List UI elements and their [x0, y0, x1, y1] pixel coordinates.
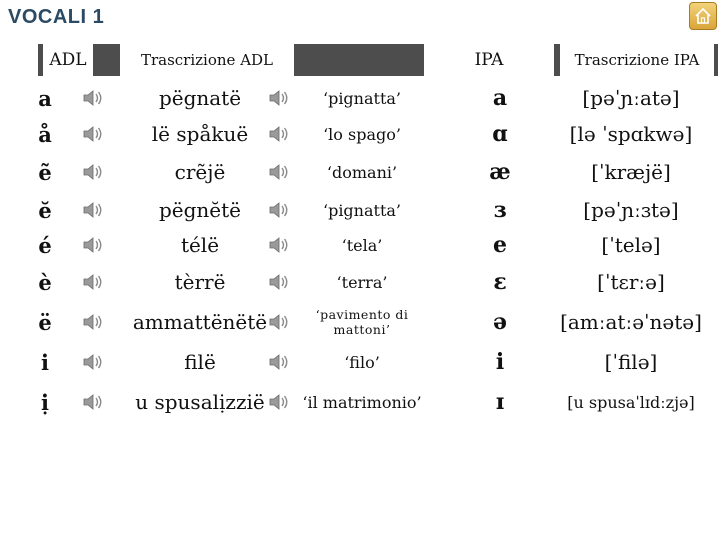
adl-transcription: u spusalịzzië — [135, 390, 265, 414]
slide-title: VOCALI 1 — [8, 6, 105, 28]
adl-letter: é — [38, 232, 52, 258]
speaker-icon[interactable] — [82, 352, 104, 376]
speaker-icon[interactable] — [268, 124, 290, 148]
adl-letter: å — [38, 121, 52, 147]
adl-transcription: crẽjë — [174, 160, 226, 184]
ipa-transcription: [ˈtɛrːə] — [597, 270, 665, 294]
speaker-icon[interactable] — [268, 200, 290, 224]
header-adl: ADL — [43, 44, 93, 76]
italian-gloss: ‘il matrimonio’ — [302, 392, 422, 412]
adl-letter: ị — [41, 389, 49, 415]
adl-transcription: ammattënëtë — [132, 310, 268, 334]
speaker-icon[interactable] — [268, 235, 290, 259]
ipa-symbol: e — [493, 232, 507, 258]
speaker-icon[interactable] — [268, 392, 290, 416]
ipa-symbol: ə — [493, 309, 507, 335]
home-icon — [693, 6, 713, 26]
ipa-transcription: [ˈkræjë] — [591, 160, 671, 184]
italian-gloss: ‘terra’ — [336, 272, 388, 292]
speaker-icon[interactable] — [82, 124, 104, 148]
speaker-icon[interactable] — [82, 312, 104, 336]
adl-letter: ĕ — [38, 197, 52, 223]
italian-gloss: ‘pignatta’ — [322, 200, 401, 220]
adl-transcription: tèrrë — [174, 270, 226, 294]
adl-letter: ë — [38, 309, 52, 335]
ipa-transcription: [pəˈɲːatə] — [582, 86, 680, 110]
italian-gloss: ‘pignatta’ — [322, 88, 401, 108]
adl-letter: i — [41, 349, 49, 375]
speaker-icon[interactable] — [268, 312, 290, 336]
speaker-icon[interactable] — [268, 88, 290, 112]
ipa-transcription: [ˈfilə] — [604, 350, 658, 374]
adl-transcription: télë — [180, 233, 220, 257]
header-trascrizione-ipa: Trascrizione IPA — [560, 44, 714, 76]
speaker-icon[interactable] — [268, 352, 290, 376]
speaker-icon[interactable] — [82, 200, 104, 224]
adl-transcription: filë — [184, 350, 216, 374]
italian-gloss: ‘lo spago’ — [323, 124, 401, 144]
adl-transcription: lë spåkuë — [151, 122, 249, 146]
ipa-symbol: ɪ — [495, 389, 505, 415]
adl-letter: è — [38, 269, 52, 295]
speaker-icon[interactable] — [82, 392, 104, 416]
speaker-icon[interactable] — [82, 235, 104, 259]
ipa-symbol: i — [495, 349, 505, 375]
italian-gloss: ‘pavimento di mattoni’ — [315, 307, 409, 337]
speaker-icon[interactable] — [82, 88, 104, 112]
ipa-transcription: [amːatːəˈnətə] — [560, 310, 702, 334]
adl-transcription: pëgnatë — [158, 86, 242, 110]
speaker-icon[interactable] — [268, 162, 290, 186]
speaker-icon[interactable] — [268, 272, 290, 296]
header-trascrizione-adl: Trascrizione ADL — [120, 44, 294, 76]
header-ipa: IPA — [424, 44, 554, 76]
speaker-icon[interactable] — [82, 272, 104, 296]
ipa-symbol: a — [492, 85, 508, 111]
adl-transcription: pëgnĕtë — [158, 198, 242, 222]
adl-letter: ẽ — [38, 159, 52, 185]
ipa-symbol: ɑ — [492, 121, 508, 147]
ipa-transcription: [lə ˈspɑkwə] — [569, 122, 693, 146]
italian-gloss: ‘domani’ — [326, 162, 398, 182]
ipa-symbol: ɛ — [493, 269, 507, 295]
italian-gloss: ‘tela’ — [341, 235, 383, 255]
speaker-icon[interactable] — [82, 162, 104, 186]
adl-letter: a — [38, 85, 52, 111]
ipa-transcription: [ˈtelə] — [601, 233, 661, 257]
italian-gloss: ‘filo’ — [344, 352, 380, 372]
ipa-symbol: æ — [489, 159, 511, 185]
ipa-transcription: [pəˈɲːɜtə] — [583, 198, 679, 222]
ipa-symbol: ɜ — [493, 197, 507, 223]
ipa-transcription: [u spusaˈlɪdːzjə] — [567, 392, 695, 412]
home-button[interactable] — [689, 2, 717, 30]
